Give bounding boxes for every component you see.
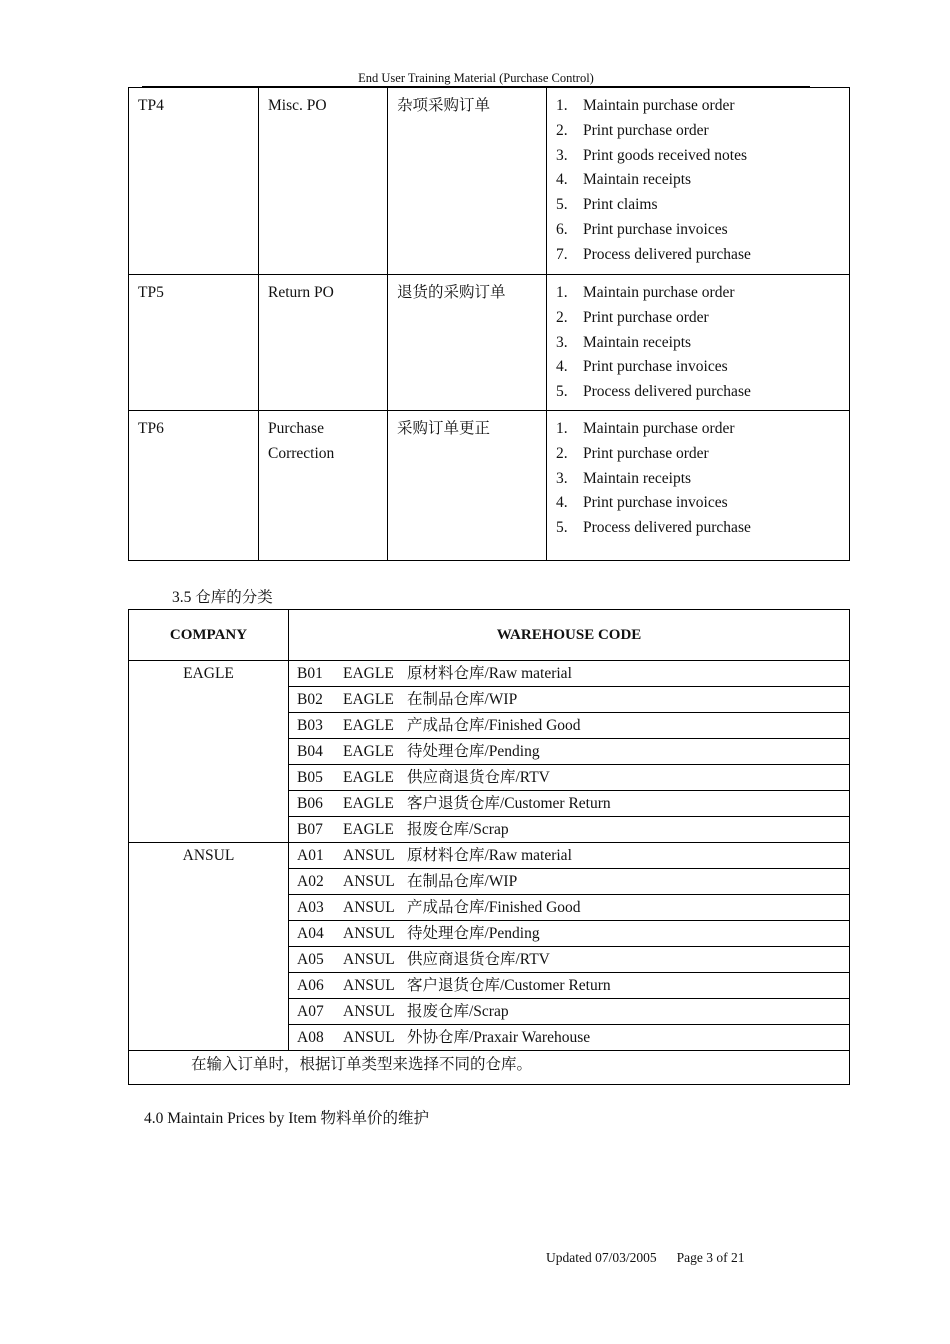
warehouse-code-cell [289, 687, 850, 713]
warehouse-code-cell [289, 765, 850, 791]
warehouse-company: EAGLE [343, 743, 394, 760]
warehouse-company: EAGLE [343, 795, 394, 812]
order-type-steps [547, 88, 850, 275]
warehouse-code: A02 [297, 873, 324, 890]
table-row [129, 661, 850, 687]
step-text: Maintain purchase order [583, 284, 735, 301]
footer-updated: Updated 07/03/2005 [546, 1250, 657, 1265]
order-type-code: TP4 [129, 88, 259, 275]
step-text: Print purchase order [583, 308, 709, 326]
step-number: 2. [556, 444, 568, 462]
warehouse-code: A06 [297, 977, 324, 994]
step-number: 1. [556, 284, 568, 301]
step-text: Maintain purchase order [583, 97, 735, 114]
warehouse-code: B06 [297, 795, 323, 812]
warehouse-company: ANSUL [343, 1029, 395, 1046]
warehouse-company: ANSUL [343, 977, 395, 994]
order-type-row [129, 275, 850, 411]
step-number: 4. [556, 171, 568, 189]
warehouse-company: ANSUL [343, 873, 395, 890]
steps-list [556, 281, 840, 405]
warehouse-code-cell [289, 1025, 850, 1051]
list-item [556, 331, 840, 356]
list-item [556, 380, 840, 405]
order-type-steps [547, 411, 850, 561]
warehouse-description: 待处理仓库/Pending [407, 743, 540, 760]
company-header: COMPANY [129, 610, 289, 661]
step-text: Print claims [583, 196, 658, 214]
warehouse-description: 供应商退货仓库/RTV [407, 951, 550, 968]
steps-list [556, 94, 840, 268]
list-item [556, 467, 840, 492]
warehouse-code-cell [289, 947, 850, 973]
step-number: 4. [556, 358, 568, 376]
list-item [556, 144, 840, 169]
warehouse-code: B04 [297, 743, 323, 760]
warehouse-description: 报废仓库/Scrap [407, 821, 509, 838]
table-row [129, 843, 850, 869]
step-text: Maintain receipts [583, 333, 692, 351]
warehouse-code: B07 [297, 821, 323, 838]
warehouse-description: 报废仓库/Scrap [407, 1003, 509, 1020]
step-number: 3. [556, 469, 568, 487]
section-3-5-title: 3.5 仓库的分类 [172, 589, 273, 606]
warehouse-description: 待处理仓库/Pending [407, 925, 540, 942]
step-text: Print goods received notes [583, 146, 748, 164]
warehouse-code-cell [289, 817, 850, 843]
warehouse-code: A04 [297, 925, 324, 942]
step-number: 7. [556, 245, 568, 263]
warehouse-table [128, 609, 850, 1085]
warehouse-code: A05 [297, 951, 324, 968]
warehouse-code: B01 [297, 665, 323, 682]
warehouse-code-header: WAREHOUSE CODE [289, 610, 850, 661]
step-text: Process delivered purchase [583, 383, 751, 401]
step-number: 2. [556, 308, 568, 326]
order-type-name: Purchase Correction [259, 411, 388, 561]
step-text: Maintain receipts [583, 469, 692, 487]
list-item [556, 94, 840, 119]
warehouse-description: 外协仓库/Praxair Warehouse [407, 1029, 591, 1046]
warehouse-company: EAGLE [343, 769, 394, 786]
warehouse-company: EAGLE [343, 717, 394, 734]
step-number: 1. [556, 97, 568, 114]
footer-page-number: Page 3 of 21 [676, 1250, 745, 1265]
warehouse-code: A07 [297, 1003, 324, 1020]
step-text: Print purchase invoices [583, 494, 728, 512]
step-number: 5. [556, 383, 568, 401]
step-text: Print purchase order [583, 121, 709, 139]
order-type-table [128, 87, 850, 561]
step-number: 3. [556, 333, 568, 351]
warehouse-code-cell [289, 921, 850, 947]
warehouse-code-cell [289, 999, 850, 1025]
warehouse-company: ANSUL [343, 1003, 395, 1020]
company-cell: ANSUL [129, 843, 289, 1051]
step-text: Print purchase invoices [583, 358, 728, 376]
list-item [556, 355, 840, 380]
warehouse-company: ANSUL [343, 899, 395, 916]
company-cell: EAGLE [129, 661, 289, 843]
step-number: 3. [556, 146, 568, 164]
warehouse-code-cell [289, 973, 850, 999]
step-number: 4. [556, 494, 568, 512]
table-row [129, 1051, 850, 1085]
warehouse-description: 在制品仓库/WIP [407, 691, 518, 708]
warehouse-code: B03 [297, 717, 323, 734]
list-item [556, 281, 840, 306]
step-text: Maintain receipts [583, 171, 692, 189]
step-number: 1. [556, 420, 568, 437]
order-type-row [129, 411, 850, 561]
page-header: End User Training Material (Purchase Control) [358, 71, 594, 85]
order-type-name: Return PO [259, 275, 388, 411]
warehouse-code: B05 [297, 769, 323, 786]
warehouse-description: 客户退货仓库/Customer Return [407, 795, 611, 812]
warehouse-code-cell [289, 739, 850, 765]
warehouse-code-cell [289, 791, 850, 817]
step-text: Print purchase invoices [583, 220, 728, 238]
list-item [556, 168, 840, 193]
list-item [556, 491, 840, 516]
order-type-chinese-name: 采购订单更正 [388, 411, 547, 561]
warehouse-code-cell [289, 661, 850, 687]
warehouse-description: 供应商退货仓库/RTV [407, 769, 550, 786]
list-item [556, 218, 840, 243]
list-item [556, 193, 840, 218]
warehouse-code-cell [289, 713, 850, 739]
step-text: Process delivered purchase [583, 519, 751, 537]
page-footer [546, 1249, 745, 1267]
list-item [556, 442, 840, 467]
step-text: Print purchase order [583, 444, 709, 462]
order-type-steps [547, 275, 850, 411]
order-type-code: TP5 [129, 275, 259, 411]
order-type-chinese-name: 退货的采购订单 [388, 275, 547, 411]
warehouse-code-cell [289, 843, 850, 869]
step-text: Process delivered purchase [583, 245, 751, 263]
warehouse-code-cell [289, 869, 850, 895]
step-number: 5. [556, 519, 568, 537]
warehouse-note: 在输入订单时，根据订单类型来选择不同的仓库。 [129, 1051, 850, 1085]
warehouse-description: 原材料仓库/Raw material [407, 665, 572, 682]
warehouse-company: ANSUL [343, 951, 395, 968]
order-type-code: TP6 [129, 411, 259, 561]
order-type-name: Misc. PO [259, 88, 388, 275]
warehouse-description: 原材料仓库/Raw material [407, 847, 572, 864]
list-item [556, 516, 840, 541]
warehouse-company: ANSUL [343, 925, 395, 942]
warehouse-company: ANSUL [343, 847, 395, 864]
warehouse-code: A01 [297, 847, 324, 864]
list-item [556, 243, 840, 268]
order-type-row [129, 88, 850, 275]
steps-list [556, 417, 840, 541]
warehouse-description: 在制品仓库/WIP [407, 873, 518, 890]
step-number: 5. [556, 196, 568, 214]
warehouse-description: 产成品仓库/Finished Good [407, 899, 581, 916]
warehouse-code: B02 [297, 691, 323, 708]
order-type-chinese-name: 杂项采购订单 [388, 88, 547, 275]
warehouse-company: EAGLE [343, 821, 394, 838]
step-number: 2. [556, 121, 568, 139]
step-text: Maintain purchase order [583, 420, 735, 437]
section-4-title: 4.0 Maintain Prices by Item 物料单价的维护 [144, 1110, 429, 1127]
warehouse-description: 客户退货仓库/Customer Return [407, 977, 611, 994]
step-number: 6. [556, 220, 568, 238]
warehouse-company: EAGLE [343, 691, 394, 708]
warehouse-company: EAGLE [343, 665, 394, 682]
list-item [556, 119, 840, 144]
warehouse-description: 产成品仓库/Finished Good [407, 717, 581, 734]
warehouse-code-cell [289, 895, 850, 921]
warehouse-code: A08 [297, 1029, 324, 1046]
list-item [556, 417, 840, 442]
warehouse-code: A03 [297, 899, 324, 916]
list-item [556, 306, 840, 331]
